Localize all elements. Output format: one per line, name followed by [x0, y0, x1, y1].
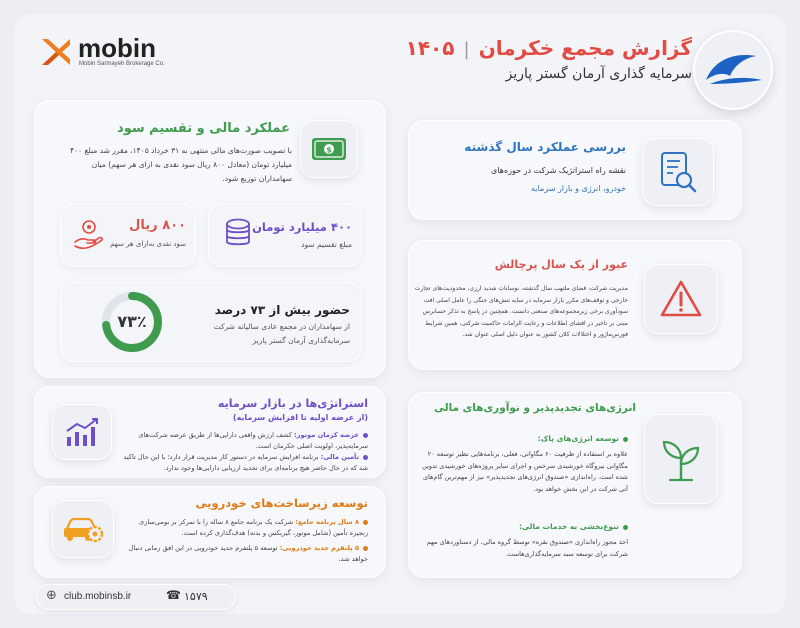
website-link[interactable]: club.mobinsb.ir	[64, 591, 132, 602]
globe-icon: ⊕	[46, 588, 57, 603]
dividend-total-label: مبلغ تقسیم سود	[301, 240, 352, 249]
energy-item-1-head	[430, 434, 628, 443]
capital-subtitle: (از عرضه اولیه تا افزایش سرمایه)	[232, 413, 368, 422]
energy-title: انرژی‌های تجدیدپذیر و نوآوری‌های مالی	[434, 402, 636, 414]
challenge-text: مدیریت شرکت، فضای ملتهب سال گذشته، نوسانات شدید ارزی، محدودیت‌های تجارت خارجی و توقف‌های مکرر بازار سرمایه در سایه تنش‌های جنگی را عامل اصلی افت سودآوری برخی زیرمجموعه‌های صنعتی دانست. همچنین در پاسخ به تذکر حسابرس مبنی بر تاخیر در افشای اطلاعات و رعایت الزامات حاکمیت شرکتی، همین شرایط فورس‌ماژور و اختلالات کلان کشور به عنوان دلیل اصلی عنوان شد.	[414, 285, 628, 338]
bullet	[623, 437, 628, 442]
plant-tile	[644, 414, 718, 504]
attendance-desc: از سهامداران در مجمع عادی سالیانه شرکت سرمایه‌گذاری آرمان گستر پاریز	[213, 322, 350, 345]
review-line-2: خودرو، انرژی و بازار سرمایه	[531, 184, 626, 193]
auto-item-2-head: ۵ پلتفرم جدید خودرویی:	[279, 544, 359, 552]
page-subtitle: سرمایه گذاری آرمان گستر پاریز	[505, 66, 692, 82]
auto-item-1	[120, 517, 368, 539]
auto-item-1-text: شرکت یک برنامه جامع ۸ ساله را با تمرکز بر بومی‌سازی زنجیره تأمین (شامل موتور، گیربکس و بدنه) هدف‌گذاری کرده است.	[139, 518, 368, 537]
attendance-percent-label: ۷۳٪	[117, 312, 147, 331]
bullet	[363, 455, 368, 460]
attendance-title: حضور بیش از ۷۳ درصد	[214, 303, 350, 317]
title-divider: |	[463, 39, 470, 60]
money-tile	[300, 120, 358, 178]
sprout-icon	[660, 434, 702, 484]
capital-item-2-text: برنامه افزایش سرمایه در دستور کار مدیریت قرار دارد؛ با این حال تاکید شد که در حال حاضر هیچ برنامه‌ای برای تجدید ارزیابی دارایی‌ها وجود ندارد.	[123, 453, 368, 472]
svg-text:$: $	[326, 145, 332, 155]
auto-item-1-head: ۸ سال برنامه جامع:	[295, 518, 359, 526]
phone-number[interactable]: ۱۵۷۹	[184, 590, 208, 603]
company-logo	[693, 30, 773, 110]
financial-desc: با تصویب صورت‌های مالی منتهی به ۳۱ خرداد ۱۴۰۵، مقرر شد مبلغ ۴۰۰ میلیارد تومان (معادل ۸۰۰ ریال سود نقدی به ازای هر سهم) میان سهامداران توزیع شود.	[70, 146, 292, 183]
report-tile	[642, 138, 714, 206]
capital-item-1	[120, 430, 368, 452]
coin-stack-icon	[224, 218, 252, 252]
bullet	[363, 433, 368, 438]
bullet	[623, 525, 628, 530]
car-gear-icon	[62, 513, 104, 545]
dividend-total-value: ۴۰۰ میلیارد تومان	[252, 220, 352, 234]
auto-item-2	[120, 543, 368, 565]
dividend-per-share-label: سود نقدی به‌ازای هر سهم	[110, 240, 186, 248]
energy-item-2-head	[430, 522, 628, 531]
hand-coin-icon	[72, 218, 106, 252]
financial-title: عملکرد مالی و تقسیم سود	[117, 121, 290, 136]
energy-item-1-text: علاوه بر استفاده از ظرفیت ۶۰ مگاواتی، فعلی، برنامه‌هایی نظیر توسعه ۲۰ مگاواتی نیروگاه خورشیدی سرخس و اجرای سایر پروژه‌های خورشیدی تدوین شده است. راه‌اندازی «صندوق انرژی‌های تجدیدپذیر» نیز از مهم‌ترین گام‌های آتی شرکت در این بخش خواهد بود.	[422, 450, 628, 493]
review-line-1: نقشه راه استراتژیک شرکت در حوزه‌های	[491, 166, 626, 175]
energy-item-2-text: اخذ مجوز راه‌اندازی «صندوق نقره» توسط گروه مالی، از دستاوردهای مهم شرکت برای توسعه سبد سرمایه‌گذاری‌هاست.	[426, 538, 628, 558]
header-title-row	[332, 36, 692, 60]
energy-item-2-head-text: تنوع‌بخشی به خدمات مالی:	[519, 522, 619, 531]
warning-icon	[659, 279, 703, 319]
capital-item-1-head: عرضه کرمان موتور:	[294, 431, 359, 439]
money-icon	[311, 135, 347, 163]
challenge-title: عبور از یک سال پرچالش	[494, 258, 628, 271]
logo-text: mobin	[78, 33, 156, 63]
dividend-per-share-value: ۸۰۰ ریال	[129, 218, 186, 233]
review-title: بررسی عملکرد سال گذشته	[464, 140, 626, 154]
phone-icon: ☎	[166, 588, 181, 602]
report-search-icon	[658, 150, 698, 194]
warning-tile	[644, 264, 718, 334]
capital-item-2	[120, 452, 368, 474]
growth-chart-icon	[64, 417, 100, 447]
auto-item-2-text: توسعه ۵ پلتفرم جدید خودرویی در این افق زمانی دنبال خواهد شد.	[128, 544, 368, 563]
capital-item-1-text: کشف ارزش واقعی دارایی‌ها از طریق عرضه شرکت‌های سرمایه‌پذیر، اولویت اصلی خکرمان است.	[138, 431, 368, 450]
capital-title: استراتژی‌ها در بازار سرمایه	[217, 397, 368, 410]
auto-title: توسعه زیرساخت‌های خودرویی	[195, 496, 368, 510]
chart-tile	[52, 404, 112, 460]
energy-item-1-head-text: توسعه انرژی‌های پاک:	[537, 434, 619, 443]
mobin-logo	[40, 35, 200, 75]
bullet	[363, 546, 368, 551]
wave-logo-icon	[704, 50, 764, 90]
bullet	[363, 520, 368, 525]
page-title: گزارش مجمع خکرمان	[478, 36, 692, 60]
mobin-logo-icon	[40, 35, 74, 69]
capital-item-2-head: تأمین مالی:	[320, 453, 359, 461]
car-tile	[52, 500, 114, 558]
title-year: ۱۴۰۵	[405, 36, 455, 60]
logo-subtext: Mobin Sarmayeh Brokerage Co.	[79, 61, 165, 67]
